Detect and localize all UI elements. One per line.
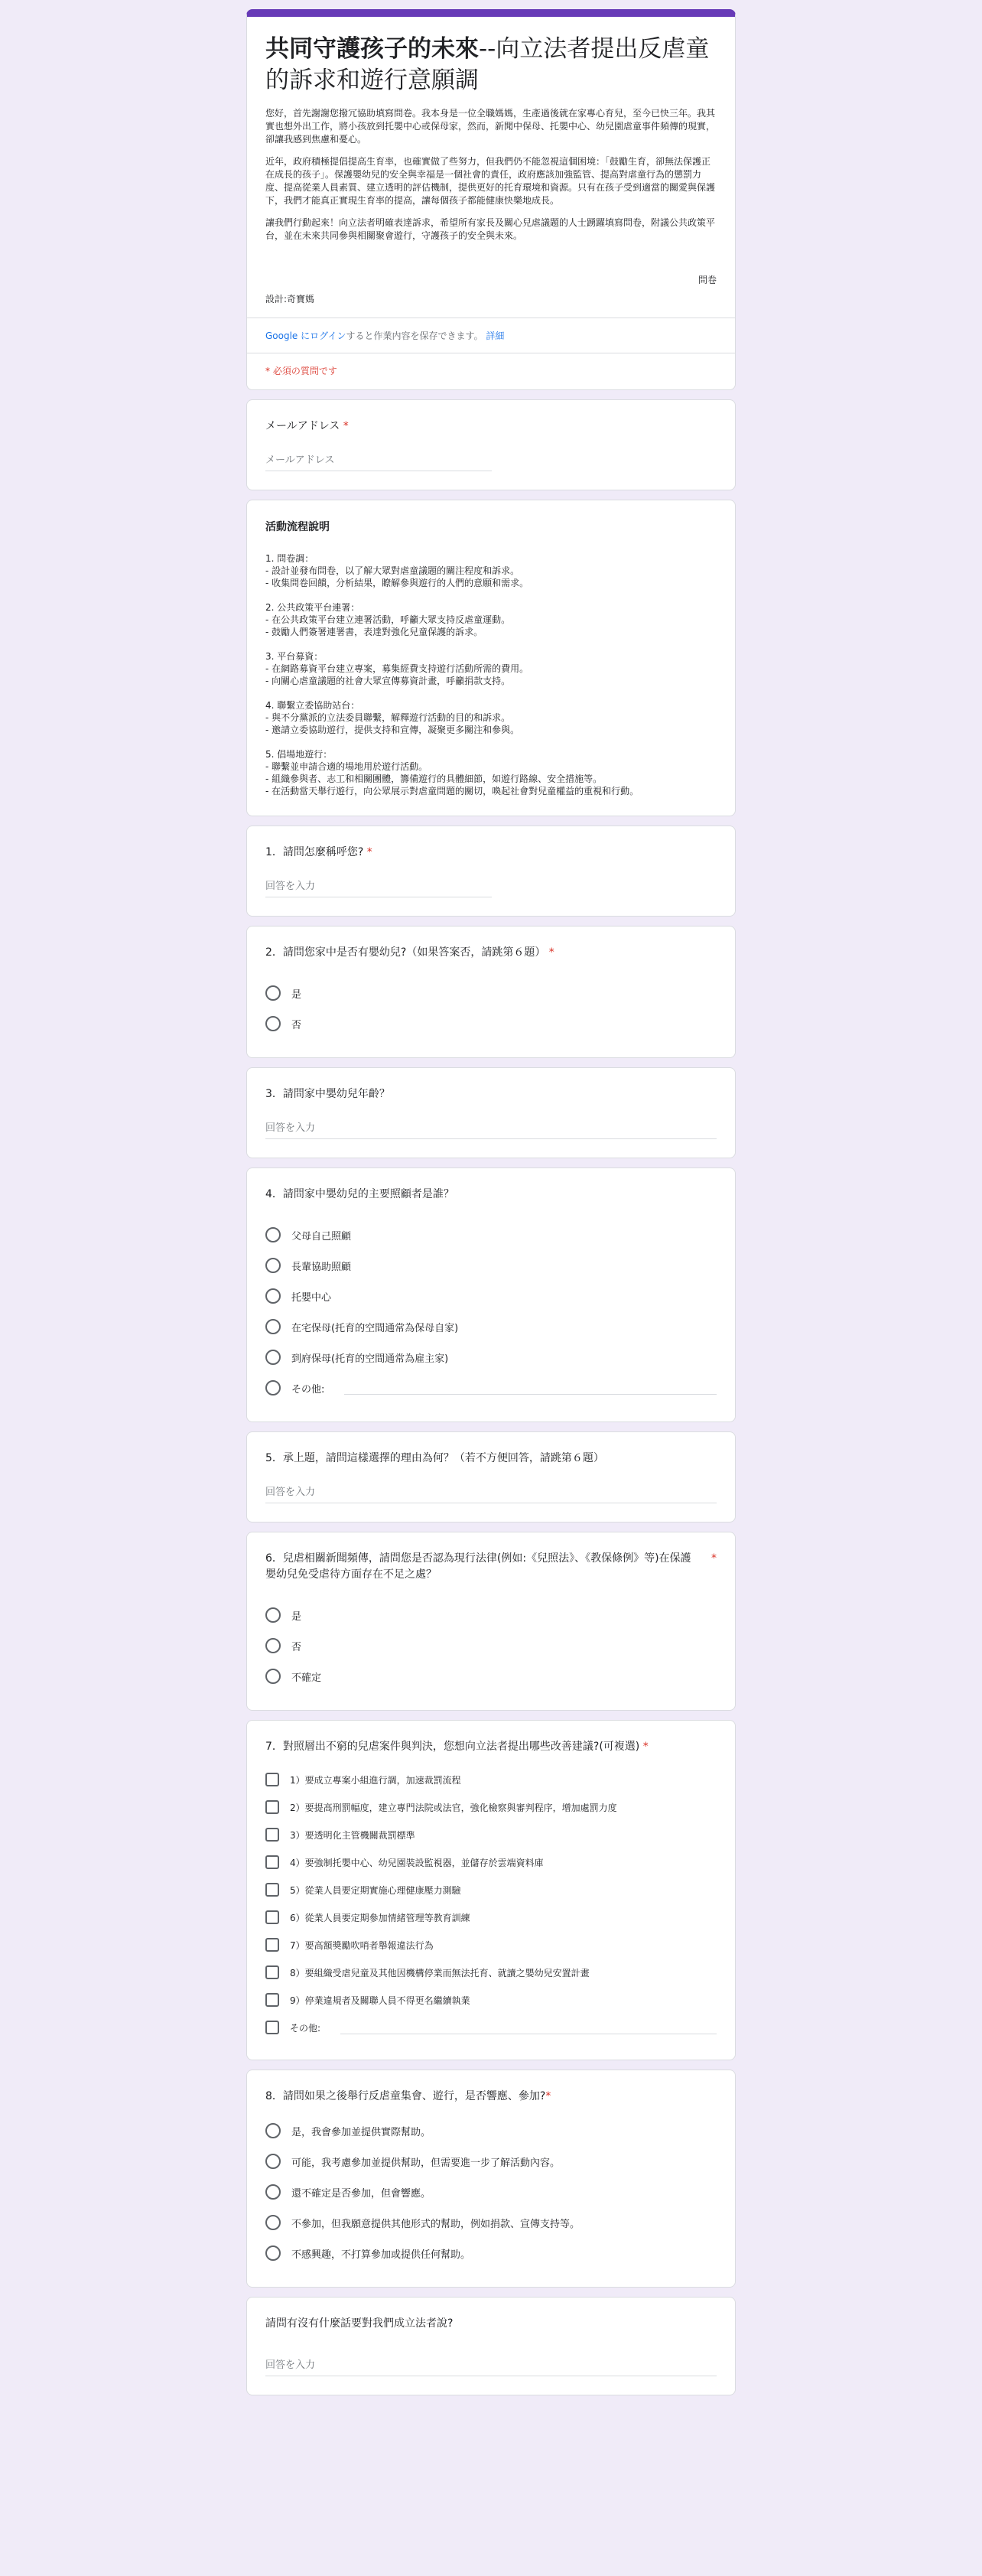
- radio-button[interactable]: [265, 2215, 281, 2230]
- email-label-text: メールアドレス: [265, 420, 340, 432]
- question-card-5: [246, 1431, 736, 1522]
- checkbox[interactable]: [265, 1993, 279, 2007]
- option-label: 1）要成立專案小組進行調，加速裁罰流程: [290, 1774, 461, 1786]
- description-paragraph: 您好，首先謝謝您撥冗協助填寫問卷。我本身是一位全職媽媽，生產過後就在家專心育兒，至今已快三年。我其實也想外出工作，將小孩放到托嬰中心或保母家，然而，新聞中保母、托嬰中心、幼兒園虐童事件頻傳的現實，卻讓我感到焦慮和憂心。: [265, 108, 716, 145]
- question-title: 3．請問家中嬰幼兒年齡？: [265, 1088, 390, 1100]
- question-title: 5．承上題，請問這樣選擇的理由為何？（若不方便回答，請跳第６題）: [265, 1452, 604, 1464]
- radio-button[interactable]: [265, 1258, 281, 1273]
- option-label: 長輩協助照顧: [291, 1261, 352, 1273]
- radio-option[interactable]: [265, 1661, 717, 1692]
- option-label: 9）停業違規者及關聯人員不得更名繼續執業: [290, 1995, 470, 2006]
- option-label: 不確定: [291, 1672, 322, 1684]
- option-label: 到府保母(托育的空間通常為雇主家): [291, 1353, 449, 1365]
- option-label: 否: [291, 1019, 302, 1031]
- question-title-text: 6．兒虐相關新聞頻傳，請問您是否認為現行法律(例如:《兒照法》、《教保條例》等)在保護嬰幼兒免受虐待方面存在不足之處？: [265, 1552, 691, 1581]
- option-label: 不感興趣，不打算參加或提供任何幫助。: [291, 2249, 471, 2261]
- other-label: その他:: [291, 1383, 325, 1395]
- checkbox[interactable]: [265, 1910, 279, 1924]
- radio-option[interactable]: [265, 2207, 717, 2238]
- form-description: [265, 107, 717, 243]
- option-label: 4）要強制托嬰中心、幼兒園裝設監視器，並儲存於雲端資料庫: [290, 1857, 544, 1868]
- checkbox-option-other[interactable]: [265, 2014, 717, 2041]
- login-notice-text: すると作業内容を保存できます。: [346, 331, 483, 341]
- question-card-8: [246, 2070, 736, 2288]
- radio-group: [265, 1220, 717, 1403]
- checkbox[interactable]: [265, 2021, 279, 2034]
- radio-option-other[interactable]: [265, 1373, 717, 1403]
- radio-option[interactable]: [265, 1311, 717, 1342]
- form-title-bold: 共同守護孩子的未來: [265, 35, 479, 63]
- option-label: 7）要高額獎勵吹哨者舉報違法行為: [290, 1939, 434, 1951]
- checkbox-option[interactable]: [265, 1959, 717, 1986]
- radio-button[interactable]: [265, 1607, 281, 1623]
- question-title-text: 1．請問怎麼稱呼您?: [265, 846, 364, 858]
- option-label: 否: [291, 1641, 302, 1653]
- inquiry-text: 問卷: [697, 275, 717, 285]
- radio-option[interactable]: [265, 1630, 717, 1661]
- checkbox-group: [265, 1766, 717, 2041]
- radio-option[interactable]: [265, 1281, 717, 1311]
- question-title: [265, 945, 717, 961]
- description-paragraph: 近年，政府積極提倡提高生育率，也確實做了些努力，但我們仍不能忽視這個困境：「鼓勵生育，卻無法保護正在成長的孩子」。保護嬰幼兒的安全與幸福是一個社會的責任，政府應該加強監管、提高對虐童行為的懲罰力度、提高從業人員素質、建立透明的評估機制，提供更好的托育環境和資源。只有在孩子受到適當的關愛與保護下，我們才能真正實現生育率的提高，讓每個孩子都能健康快樂地成長。: [265, 156, 716, 206]
- radio-button[interactable]: [265, 1319, 281, 1334]
- activity-section-card: [246, 500, 736, 816]
- radio-option[interactable]: [265, 2177, 717, 2207]
- radio-button[interactable]: [265, 985, 281, 1001]
- question-card-6: [246, 1532, 736, 1711]
- option-label: 父母自己照顧: [291, 1230, 352, 1242]
- radio-button[interactable]: [265, 1350, 281, 1365]
- radio-option[interactable]: [265, 1250, 717, 1281]
- option-label: 3）要透明化主管機關裁罰標準: [290, 1829, 415, 1841]
- checkbox[interactable]: [265, 1965, 279, 1979]
- option-label: 可能，我考慮參加並提供幫助，但需要進一步了解活動內容。: [291, 2157, 561, 2169]
- required-star: *: [545, 2090, 551, 2102]
- option-label: 是: [291, 988, 302, 1001]
- radio-option[interactable]: [265, 978, 717, 1008]
- question-title: [265, 845, 717, 861]
- question-card-3: [246, 1067, 736, 1158]
- radio-button[interactable]: [265, 1669, 281, 1684]
- answer-input[interactable]: 回答を入力: [265, 1119, 717, 1139]
- checkbox[interactable]: [265, 1938, 279, 1952]
- question-card-1: [246, 826, 736, 917]
- checkbox-option[interactable]: [265, 1986, 717, 2014]
- question-title: [265, 2089, 717, 2105]
- required-star: *: [548, 946, 554, 959]
- answer-input[interactable]: 回答を入力: [265, 878, 492, 897]
- section-body: 1. 問卷調： - 設計並發布問卷，以了解大眾對虐童議題的關注程度和訴求。 - 收集問卷回饋，分析結果，瞭解參與遊行的人們的意願和需求。 2. 公共政策平台連署： - 在公共政策平台建立連署活動，呼籲大眾支持反虐童運動。 - 鼓勵人們簽署連署書，表達對強化兒童保護的訴求。 3. 平台募資： - 在網路募資平台建立專案，募集經費支持遊行活動所需的費用。 - 向關心虐童議題的社會大眾宣傳募資計畫，呼籲捐款支持。 4. 聯繫立委協助站台： - 與不分黨派的立法委員聯繫，解釋遊行活動的目的和訴求。 - 邀請立委協助遊行，提供支持和宣傳，凝聚更多關注和參與。 5. 倡場地遊行： - 聯繫並申請合適的場地用於遊行活動。 - 組織參與者、志工和相關團體，籌備遊行的具體細節，如遊行路線、安全措施等。 - 在活動當天舉行遊行，向公眾展示對虐童問題的關切，喚起社會對兒童權益的重視和行動。: [265, 553, 639, 796]
- radio-button[interactable]: [265, 2123, 281, 2138]
- required-star: *: [343, 420, 349, 432]
- radio-group: [265, 2115, 717, 2268]
- checkbox-option[interactable]: [265, 1931, 717, 1959]
- checkbox[interactable]: [265, 1773, 279, 1786]
- question-card-2: [246, 926, 736, 1058]
- other-label: その他:: [290, 2022, 321, 2034]
- radio-button[interactable]: [265, 1638, 281, 1653]
- checkbox-option[interactable]: [265, 1766, 717, 1793]
- google-login-link[interactable]: Google にログイン: [265, 331, 346, 341]
- radio-option[interactable]: [265, 2115, 717, 2146]
- checkbox[interactable]: [265, 1883, 279, 1897]
- details-link[interactable]: 詳細: [486, 331, 505, 341]
- other-input[interactable]: [340, 2021, 717, 2034]
- question-card-4: [246, 1168, 736, 1422]
- option-label: 是，我會參加並提供實際幫助。: [291, 2126, 431, 2138]
- answer-input[interactable]: 回答を入力: [265, 2356, 717, 2376]
- option-label: 8）要組織受虐兒童及其他因機構停業而無法托育、就讀之嬰幼兒安置計畫: [290, 1967, 590, 1978]
- radio-option[interactable]: [265, 1008, 717, 1039]
- question-title: [265, 1739, 717, 1755]
- required-star: *: [366, 846, 372, 858]
- required-note: * 必須の質問です: [247, 353, 735, 389]
- option-label: 6）從業人員要定期參加情緒管理等教育訓練: [290, 1912, 470, 1923]
- option-label: 托嬰中心: [291, 1291, 332, 1304]
- radio-option[interactable]: [265, 1600, 717, 1630]
- option-label: 是: [291, 1610, 302, 1623]
- question-title: [265, 1551, 717, 1583]
- question-title-text: 2．請問您家中是否有嬰幼兒?（如果答案否，請跳第６題）: [265, 946, 546, 959]
- required-star: *: [642, 1741, 649, 1753]
- checkbox-option[interactable]: [265, 1821, 717, 1848]
- email-question-card: [246, 399, 736, 490]
- option-label: 在宅保母(托育的空間通常為保母自家): [291, 1322, 459, 1334]
- form-title: [265, 34, 717, 96]
- designer-text: 設計:奇寶媽: [265, 294, 315, 304]
- radio-button[interactable]: [265, 1288, 281, 1304]
- question-title: 請問有沒有什麼話要對我們成立法者說?: [265, 2317, 454, 2330]
- email-field[interactable]: メールアドレス: [265, 451, 492, 471]
- radio-button[interactable]: [265, 2245, 281, 2261]
- checkbox-option[interactable]: [265, 1793, 717, 1821]
- radio-option[interactable]: [265, 2238, 717, 2268]
- question-title-text: 8．請問如果之後舉行反虐童集會、遊行，是否響應、參加?: [265, 2090, 546, 2102]
- login-notice: [247, 318, 735, 353]
- description-paragraph: 讓我們行動起來！向立法者明確表達訴求，希望所有家長及關心兒虐議題的人士踴躍填寫問卷，附議公共政策平台，並在未來共同參與相關聚會遊行，守護孩子的安全與未來。: [265, 217, 716, 241]
- option-label: 不參加，但我願意提供其他形式的幫助，例如捐款、宣傳支持等。: [291, 2218, 580, 2230]
- radio-option[interactable]: [265, 1220, 717, 1250]
- question-title-text: 7．對照層出不窮的兒虐案件與判決，您想向立法者提出哪些改善建議?(可複選): [265, 1741, 640, 1753]
- option-label: 2）要提高刑罰幅度，建立專門法院或法官，強化檢察與審判程序，增加處罰力度: [290, 1802, 617, 1813]
- form-container: [246, 0, 736, 2395]
- radio-group: [265, 978, 717, 1039]
- checkbox-option[interactable]: [265, 1848, 717, 1876]
- radio-option[interactable]: [265, 2146, 717, 2177]
- question-card-9: [246, 2297, 736, 2395]
- radio-button[interactable]: [265, 2184, 281, 2200]
- checkbox[interactable]: [265, 1800, 279, 1814]
- question-title: 4．請問家中嬰幼兒的主要照顧者是誰？: [265, 1188, 454, 1200]
- required-star: *: [711, 1552, 717, 1565]
- option-label: 5）從業人員要定期實施心理健康壓力測驗: [290, 1884, 461, 1896]
- radio-button[interactable]: [265, 1227, 281, 1242]
- form-title-rest: --向立法者提出反虐童的訴求和遊行意願調: [265, 35, 710, 94]
- other-input[interactable]: [344, 1381, 717, 1395]
- radio-button[interactable]: [265, 1380, 281, 1395]
- radio-button[interactable]: [265, 2154, 281, 2169]
- checkbox-option[interactable]: [265, 1876, 717, 1904]
- section-title: 活動流程說明: [265, 521, 330, 533]
- radio-group: [265, 1600, 717, 1692]
- option-label: 還不確定是否參加，但會響應。: [291, 2187, 431, 2200]
- email-label: [265, 418, 717, 435]
- radio-button[interactable]: [265, 1016, 281, 1031]
- form-header-card: [246, 9, 736, 390]
- radio-option[interactable]: [265, 1342, 717, 1373]
- checkbox[interactable]: [265, 1855, 279, 1869]
- answer-input[interactable]: 回答を入力: [265, 1483, 717, 1503]
- checkbox-option[interactable]: [265, 1904, 717, 1931]
- question-card-7: [246, 1720, 736, 2060]
- checkbox[interactable]: [265, 1828, 279, 1842]
